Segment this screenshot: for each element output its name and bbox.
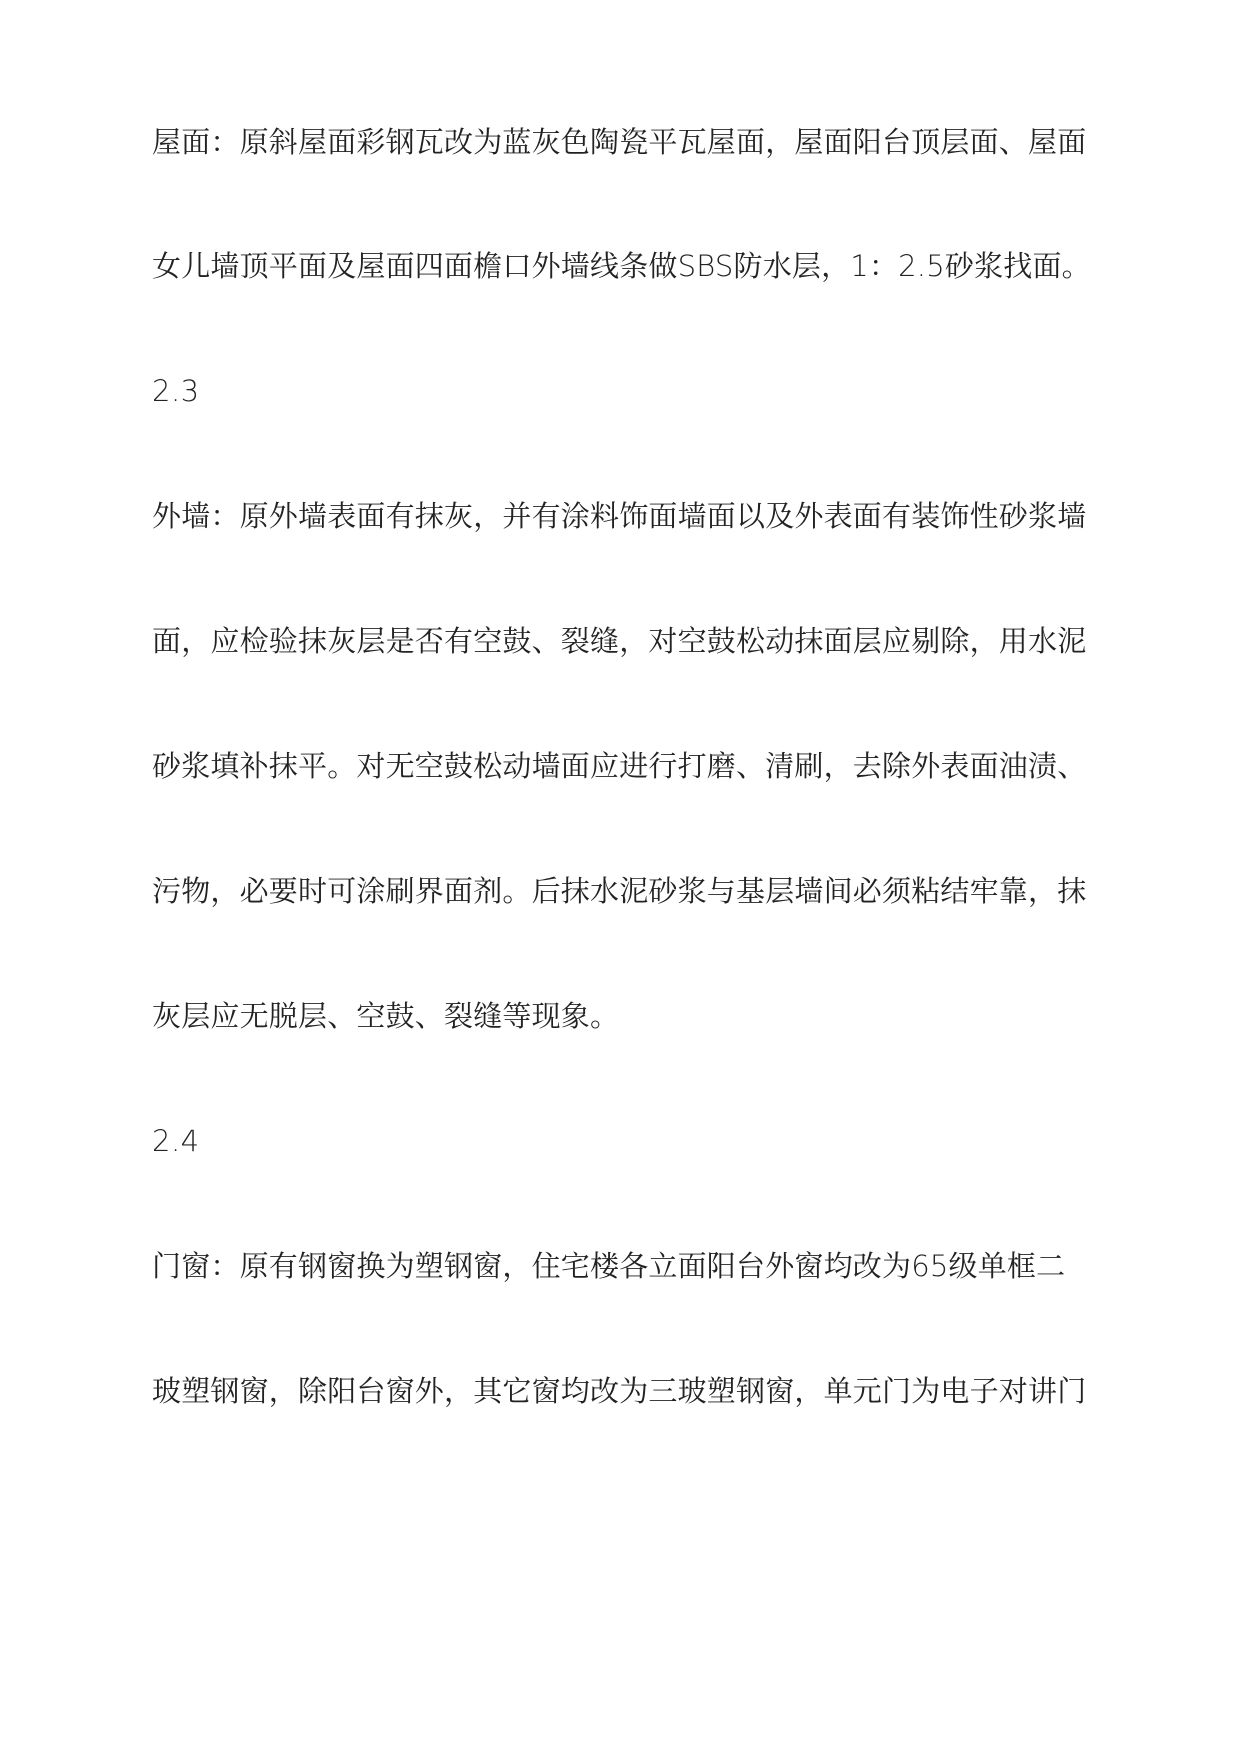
paragraph-line-wall-5: 灰层应无脱层、空鼓、裂缝等现象。 (152, 999, 620, 1033)
section-number-2-4: 2.4 (152, 1124, 200, 1158)
paragraph-line-window-1: 门窗：原有钢窗换为塑钢窗，住宅楼各立面阳台外窗均改为65级单框二 (152, 1249, 1066, 1283)
paragraph-line-wall-2: 面，应检验抹灰层是否有空鼓、裂缝，对空鼓松动抹面层应剔除，用水泥 (152, 624, 1087, 658)
paragraph-line-wall-1: 外墙：原外墙表面有抹灰，并有涂料饰面墙面以及外表面有装饰性砂浆墙 (152, 499, 1087, 533)
paragraph-line-roof-2: 女儿墙顶平面及屋面四面檐口外墙线条做SBS防水层，1：2.5砂浆找面。 (152, 249, 1091, 283)
paragraph-line-wall-4: 污物，必要时可涂刷界面剂。后抹水泥砂浆与基层墙间必须粘结牢靠，抹 (152, 874, 1087, 908)
paragraph-line-wall-3: 砂浆填补抹平。对无空鼓松动墙面应进行打磨、清刷，去除外表面油渍、 (152, 749, 1087, 783)
paragraph-line-window-2: 玻塑钢窗，除阳台窗外，其它窗均改为三玻塑钢窗，单元门为电子对讲门 (152, 1374, 1087, 1408)
section-number-2-3: 2.3 (152, 374, 200, 408)
paragraph-line-roof-1: 屋面：原斜屋面彩钢瓦改为蓝灰色陶瓷平瓦屋面，屋面阳台顶层面、屋面 (152, 125, 1087, 159)
